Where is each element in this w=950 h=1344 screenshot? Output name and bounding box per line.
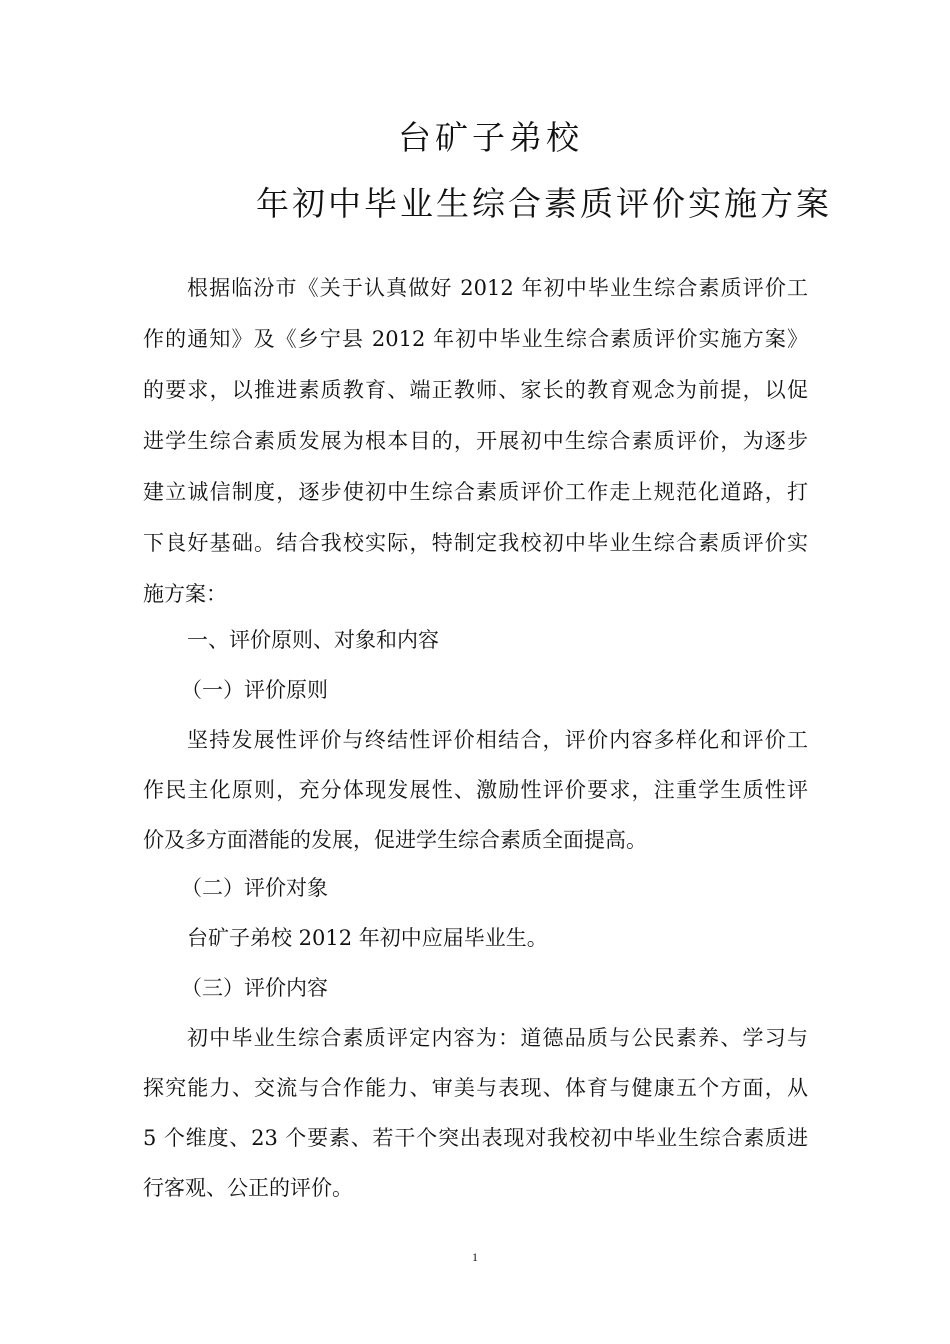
page-number: 1: [472, 1250, 478, 1264]
content-line-1: 初中毕业生综合素质评定内容为：道德品质与公民素养、学习与: [187, 1026, 808, 1050]
intro-line-1: 根据临汾市《关于认真做好 2012 年初中毕业生综合素质评价工: [187, 276, 808, 300]
subsection-heading-content: （三）评价内容: [181, 976, 328, 1000]
intro-line-4: 进学生综合素质发展为根本目的，开展初中生综合素质评价，为逐步: [143, 429, 808, 453]
content-line-4: 行客观、公正的评价。: [143, 1176, 353, 1200]
principles-line-3: 价及多方面潜能的发展，促进学生综合素质全面提高。: [143, 828, 647, 852]
intro-line-2: 作的通知》及《乡宁县 2012 年初中毕业生综合素质评价实施方案》: [143, 327, 808, 351]
principles-line-2: 作民主化原则，充分体现发展性、激励性评价要求，注重学生质性评: [143, 778, 808, 802]
intro-line-5: 建立诚信制度，逐步使初中生综合素质评价工作走上规范化道路，打: [143, 480, 808, 504]
title-document-name: 年初中毕业生综合素质评价实施方案: [256, 184, 832, 223]
title-school-name: 台矿子弟校: [398, 118, 583, 157]
content-line-2: 探究能力、交流与合作能力、审美与表现、体育与健康五个方面，从: [143, 1076, 808, 1100]
targets-line-1: 台矿子弟校 2012 年初中应届毕业生。: [187, 926, 548, 950]
subsection-heading-targets: （二）评价对象: [181, 876, 328, 900]
intro-line-6: 下良好基础。结合我校实际，特制定我校初中毕业生综合素质评价实: [143, 531, 808, 555]
intro-line-7: 施方案：: [143, 582, 227, 606]
subsection-heading-principles: （一）评价原则: [181, 678, 328, 702]
intro-line-3: 的要求，以推进素质教育、端正教师、家长的教育观念为前提，以促: [143, 378, 808, 402]
content-line-3: 5 个维度、23 个要素、若干个突出表现对我校初中毕业生综合素质进: [143, 1126, 808, 1150]
principles-line-1: 坚持发展性评价与终结性评价相结合，评价内容多样化和评价工: [187, 728, 808, 752]
section-heading: 一、评价原则、对象和内容: [187, 628, 439, 652]
